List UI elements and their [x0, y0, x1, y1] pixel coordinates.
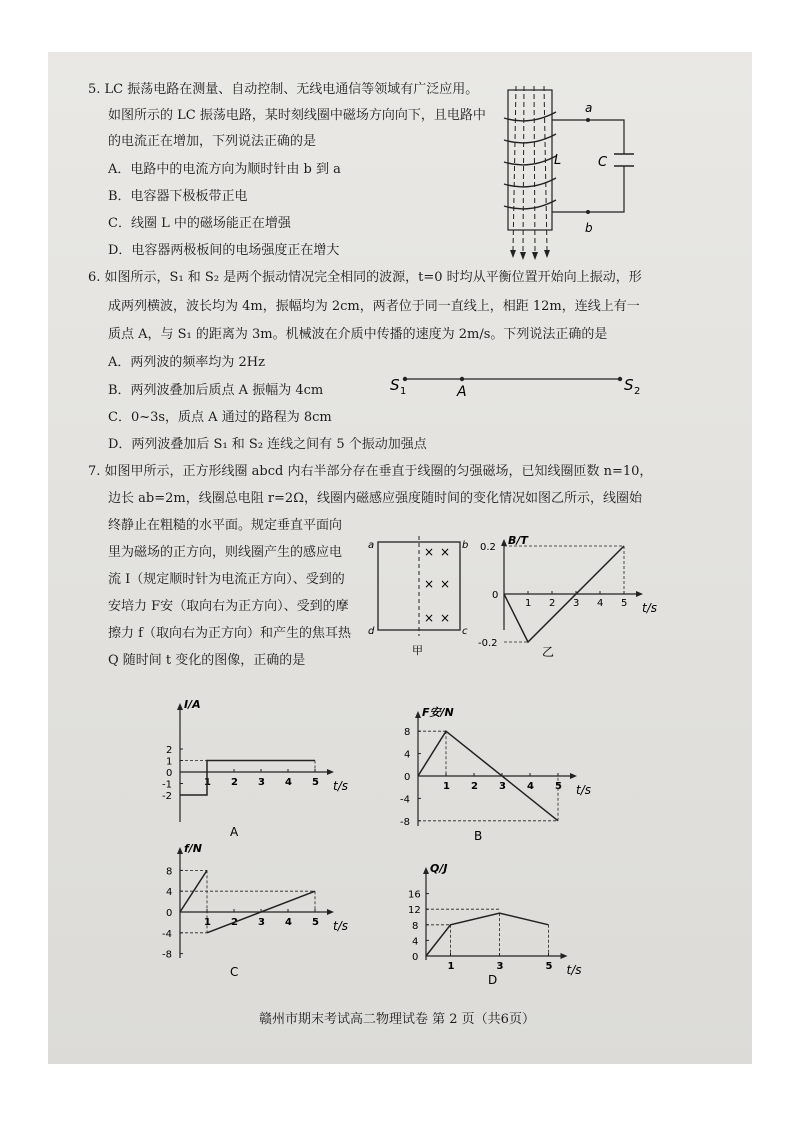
q7-line-3: 终静止在粗糙的水平面。规定垂直平面向 — [108, 518, 343, 533]
x-tick-label: 1 — [204, 917, 211, 928]
x-tick-label: 4 — [597, 598, 604, 609]
x-tick-label: 1 — [525, 598, 532, 609]
q7-line-7: 擦力 f（取向右为正方向）和产生的焦耳热 — [108, 626, 351, 641]
q6-option-b: B．两列波叠加后质点 A 振幅为 4cm — [108, 383, 324, 398]
x-tick-label: 5 — [312, 917, 319, 928]
label-a: a — [585, 101, 593, 115]
y-tick-label: -4 — [162, 928, 172, 940]
q6-option-c: C．0~3s，质点 A 通过的路程为 8cm — [108, 410, 332, 425]
x-tick-label: 1 — [204, 777, 211, 788]
q5-option-d: D．电容器两极板间的电场强度正在增大 — [108, 243, 340, 258]
y-tick-label: 8 — [412, 920, 419, 932]
chart-option-c — [150, 840, 348, 980]
field-lines — [513, 86, 547, 252]
q5-option-a: A．电路中的电流方向为顺时针由 b 到 a — [108, 162, 341, 177]
x-tick-label: 1 — [447, 961, 455, 972]
chart-option-b — [388, 704, 591, 844]
x-tick-label: 2 — [471, 781, 478, 792]
corner-b: b — [462, 540, 469, 551]
x-axis-label: t/s — [566, 963, 582, 977]
x-tick-label: 3 — [499, 781, 506, 792]
caption-jia: 甲 — [412, 644, 423, 657]
y-tick-label: 8 — [166, 866, 173, 878]
q6-option-a: A．两列波的频率均为 2Hz — [108, 355, 265, 370]
x-tick-label: 4 — [527, 781, 534, 792]
y-axis-label: B/T — [508, 534, 528, 547]
label-b: b — [585, 221, 593, 235]
y-tick-label: -2 — [162, 791, 172, 802]
y-tick-label: 16 — [408, 889, 421, 901]
x-axis-arrow — [327, 909, 334, 915]
field-arrows — [510, 250, 550, 260]
s1-label: S — [390, 376, 400, 394]
label-L: L — [554, 153, 562, 168]
y-tick-label: 0 — [404, 772, 411, 783]
y-tick-label: 4 — [412, 936, 419, 948]
x-axis-label: t/s — [576, 783, 591, 797]
s1-dot — [403, 377, 407, 381]
y-tick-label: -8 — [400, 816, 410, 828]
coil-windings — [504, 112, 556, 209]
s2-label-sub: 2 — [634, 386, 641, 397]
corner-c: c — [462, 626, 468, 637]
q5-option-b: B．电容器下极板带正电 — [108, 189, 248, 204]
s1-label-sub: 1 — [400, 386, 407, 397]
wave-source-figure — [386, 366, 646, 402]
x-tick-label: 2 — [231, 777, 238, 788]
chart-caption: C — [230, 965, 239, 979]
x-tick-label: 2 — [231, 917, 238, 928]
chart-option-a — [150, 698, 348, 840]
y-axis-arrow — [177, 847, 183, 854]
x-tick-label: 3 — [573, 598, 580, 609]
x-tick-label: 5 — [621, 598, 628, 609]
q7-line-8: Q 随时间 t 变化的图像，正确的是 — [108, 653, 306, 668]
y-tick-label: -0.2 — [478, 638, 498, 649]
x-axis-arrow — [636, 591, 643, 597]
x-axis-label: t/s — [333, 919, 348, 933]
svg-text:×: × — [424, 611, 435, 625]
y-axis-label: Q/J — [430, 862, 448, 875]
y-tick-label: 12 — [408, 905, 421, 917]
svg-text:×: × — [440, 545, 451, 559]
y-tick-label: 4 — [404, 749, 411, 761]
q5-line-2: 如图所示的 LC 振荡电路，某时刻线圈中磁场方向向下，且电路中 — [108, 108, 486, 123]
top-wire — [552, 120, 624, 154]
q5-line-3: 的电流正在增加，下列说法正确的是 — [108, 134, 317, 149]
bottom-wire — [552, 166, 624, 212]
origin-label: 0 — [492, 590, 499, 601]
corner-a: a — [368, 540, 375, 551]
chart-option-d — [396, 848, 586, 988]
x-tick-label: 5 — [545, 961, 553, 972]
x-tick-label: 3 — [258, 917, 265, 928]
x-tick-label: 5 — [555, 781, 562, 792]
y-tick-label: 0 — [412, 952, 419, 963]
y-axis-arrow — [501, 539, 507, 546]
y-tick-label: -1 — [162, 779, 172, 791]
q5-option-c: C．线圈 L 中的磁场能正在增强 — [108, 216, 291, 231]
label-C: C — [598, 155, 608, 170]
y-tick-label: -4 — [400, 794, 410, 806]
x-tick-label: 5 — [312, 777, 319, 788]
chart-caption: 乙 — [542, 645, 555, 659]
x-tick-label: 4 — [285, 917, 292, 928]
y-axis-arrow — [415, 711, 421, 718]
q5-line-1: 5. LC 振荡电路在测量、自动控制、无线电通信等领域有广泛应用。 — [88, 82, 479, 97]
y-axis-arrow — [177, 703, 183, 710]
coil-figure-jia — [366, 534, 471, 660]
svg-text:×: × — [424, 545, 435, 559]
y-axis-label: I/A — [184, 698, 201, 711]
series-line — [180, 761, 315, 796]
x-axis-label: t/s — [642, 601, 657, 615]
chart-caption: B — [474, 829, 483, 843]
q7-line-1: 7. 如图甲所示，正方形线圈 abcd 内右半部分存在垂直于线圈的匀强磁场，已知线圈匝数 n=10， — [88, 464, 653, 479]
chart-yi — [480, 532, 655, 660]
a-label: A — [457, 384, 467, 400]
x-tick-label: 3 — [258, 777, 265, 788]
corner-d: d — [368, 626, 375, 637]
y-tick-label: 0.2 — [480, 542, 496, 553]
page-footer: 赣州市期末考试高二物理试卷 第 2 页（共6页） — [259, 1012, 535, 1027]
x-axis-arrow — [570, 773, 577, 779]
chart-caption: D — [488, 973, 498, 987]
y-axis-label: F安/N — [422, 706, 454, 719]
q7-line-2: 边长 ab=2m，线圈总电阻 r=2Ω，线圈内磁感应强度随时间的变化情况如图乙所示，线圈始 — [108, 491, 642, 506]
y-tick-label: 4 — [166, 887, 173, 899]
y-tick-label: 0 — [166, 768, 173, 779]
s2-label: S — [624, 376, 634, 394]
a-dot — [460, 377, 464, 381]
x-axis-label: t/s — [333, 779, 348, 793]
x-tick-label: 4 — [285, 777, 292, 788]
point-a-dot — [586, 118, 590, 122]
x-axis-arrow — [561, 953, 568, 959]
s2-dot — [618, 377, 622, 381]
y-tick-label: 0 — [166, 908, 173, 919]
series-line — [426, 913, 549, 956]
q7-line-5: 流 I（规定顺时针为电流正方向）、受到的 — [108, 572, 345, 587]
y-axis-label: f/N — [184, 842, 203, 855]
q7-line-4: 里为磁场的正方向，则线圈产生的感应电 — [108, 545, 343, 560]
q6-line-2: 成两列横波，波长均为 4m，振幅均为 2cm，两者位于同一直线上，相距 12m，连线上有一 — [108, 299, 640, 314]
svg-text:×: × — [424, 577, 435, 591]
field-crosses — [424, 545, 450, 625]
chart-caption: A — [230, 825, 239, 839]
svg-text:×: × — [440, 611, 451, 625]
q7-line-6: 安培力 F安（取向右为正方向）、受到的摩 — [108, 599, 349, 614]
svg-text:×: × — [440, 577, 451, 591]
q6-line-3: 质点 A，与 S₁ 的距离为 3m。机械波在介质中传播的速度为 2m/s。下列说法正确的是 — [108, 327, 608, 342]
y-tick-label: 1 — [166, 756, 173, 768]
y-tick-label: 8 — [404, 727, 411, 739]
q6-option-d: D．两列波叠加后 S₁ 和 S₂ 连线之间有 5 个振动加强点 — [108, 437, 427, 452]
lc-circuit-figure — [496, 82, 641, 262]
y-tick-label: 2 — [166, 745, 173, 756]
x-tick-label: 2 — [549, 598, 556, 609]
q6-line-1: 6. 如图所示，S₁ 和 S₂ 是两个振动情况完全相同的波源，t=0 时均从平衡位置开始向上振动，形 — [88, 270, 642, 285]
y-axis-arrow — [423, 867, 429, 874]
point-b-dot — [586, 210, 590, 214]
x-axis-arrow — [327, 769, 334, 775]
x-tick-label: 3 — [496, 961, 504, 972]
x-tick-label: 1 — [443, 781, 450, 792]
y-tick-label: -8 — [162, 949, 172, 961]
